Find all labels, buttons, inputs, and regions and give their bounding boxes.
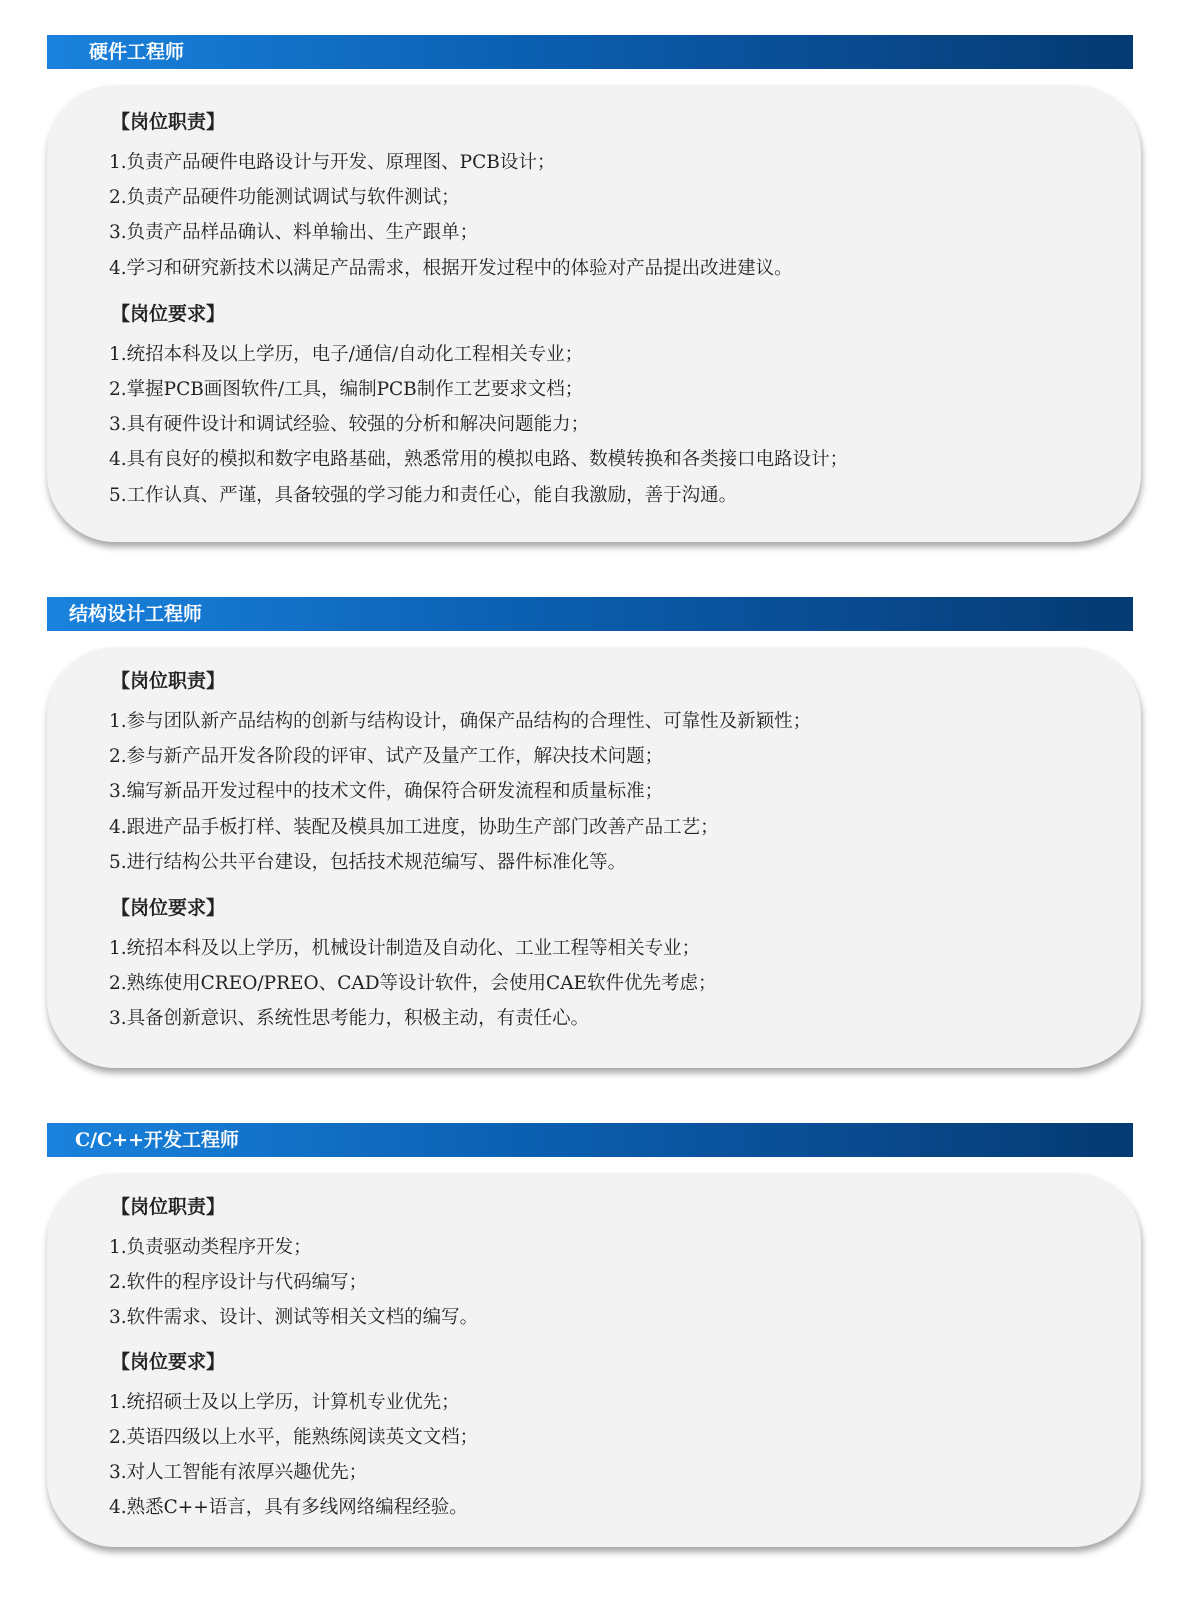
requirement-item: 4.熟悉C++语言，具有多线网络编程经验。 xyxy=(109,1497,468,1519)
duties-list xyxy=(109,145,1141,286)
duties-heading: 【岗位职责】 xyxy=(111,1196,226,1218)
requirement-item: 2.掌握PCB画图软件/工具，编制PCB制作工艺要求文档； xyxy=(109,379,584,401)
duties-heading: 【岗位职责】 xyxy=(111,670,226,692)
duty-item: 1.负责产品硬件电路设计与开发、原理图、PCB设计； xyxy=(109,152,556,173)
job-title-banner xyxy=(47,1123,1133,1157)
duty-item: 2.软件的程序设计与代码编写； xyxy=(109,1272,368,1294)
requirements-heading: 【岗位要求】 xyxy=(111,897,226,920)
duty-item: 3.编写新品开发过程中的技术文件，确保符合研发流程和质量标准； xyxy=(109,781,664,803)
job-title: C/C++开发工程师 xyxy=(75,1129,240,1151)
job-detail-card xyxy=(47,85,1141,542)
duty-item: 3.负责产品样品确认、料单输出、生产跟单； xyxy=(109,222,479,244)
requirement-item: 2.英语四级以上水平，能熟练阅读英文文档； xyxy=(109,1426,479,1448)
duty-item: 1.负责驱动类程序开发； xyxy=(109,1237,312,1258)
requirements-list xyxy=(109,931,1141,1037)
requirement-item: 4.具有良好的模拟和数字电路基础，熟悉常用的模拟电路、数模转换和各类接口电路设计； xyxy=(109,449,849,471)
job-title: 结构设计工程师 xyxy=(69,603,203,625)
requirement-item: 3.对人工智能有浓厚兴趣优先； xyxy=(109,1462,368,1484)
duty-item: 4.学习和研究新技术以满足产品需求，根据开发过程中的体验对产品提出改进建议。 xyxy=(109,257,793,279)
job-detail-card xyxy=(47,1173,1141,1547)
duty-item: 2.负责产品硬件功能测试调试与软件测试； xyxy=(109,187,460,209)
duties-list xyxy=(109,1230,1141,1336)
duty-item: 2.参与新产品开发各阶段的评审、试产及量产工作，解决技术问题； xyxy=(109,746,664,768)
requirement-item: 1.统招硕士及以上学历，计算机专业优先； xyxy=(109,1391,460,1413)
duty-item: 5.进行结构公共平台建设，包括技术规范编写、器件标准化等。 xyxy=(109,851,627,873)
requirement-item: 3.具有硬件设计和调试经验、较强的分析和解决问题能力； xyxy=(109,414,590,436)
duties-list xyxy=(109,704,1141,880)
requirement-item: 1.统招本科及以上学历，电子/通信/自动化工程相关专业； xyxy=(109,343,584,365)
requirements-list xyxy=(109,1385,1141,1526)
requirement-item: 5.工作认真、严谨，具备较强的学习能力和责任心，能自我激励，善于沟通。 xyxy=(109,484,738,506)
requirements-heading: 【岗位要求】 xyxy=(111,1350,226,1373)
requirements-list xyxy=(109,337,1141,513)
duty-item: 4.跟进产品手板打样、装配及模具加工进度，协助生产部门改善产品工艺； xyxy=(109,816,719,838)
job-title: 硬件工程师 xyxy=(89,41,185,63)
job-title-banner xyxy=(47,35,1133,69)
duty-item: 1.参与团队新产品结构的创新与结构设计，确保产品结构的合理性、可靠性及新颖性； xyxy=(109,711,812,732)
job-detail-card xyxy=(47,647,1141,1068)
requirements-heading: 【岗位要求】 xyxy=(111,302,226,325)
duty-item: 3.软件需求、设计、测试等相关文档的编写。 xyxy=(109,1307,479,1329)
requirement-item: 2.熟练使用CREO/PREO、CAD等设计软件，会使用CAE软件优先考虑； xyxy=(109,973,717,995)
requirement-item: 3.具备创新意识、系统性思考能力，积极主动，有责任心。 xyxy=(109,1008,590,1030)
job-title-banner xyxy=(47,597,1133,631)
duties-heading: 【岗位职责】 xyxy=(111,111,226,133)
requirement-item: 1.统招本科及以上学历，机械设计制造及自动化、工业工程等相关专业； xyxy=(109,938,701,960)
